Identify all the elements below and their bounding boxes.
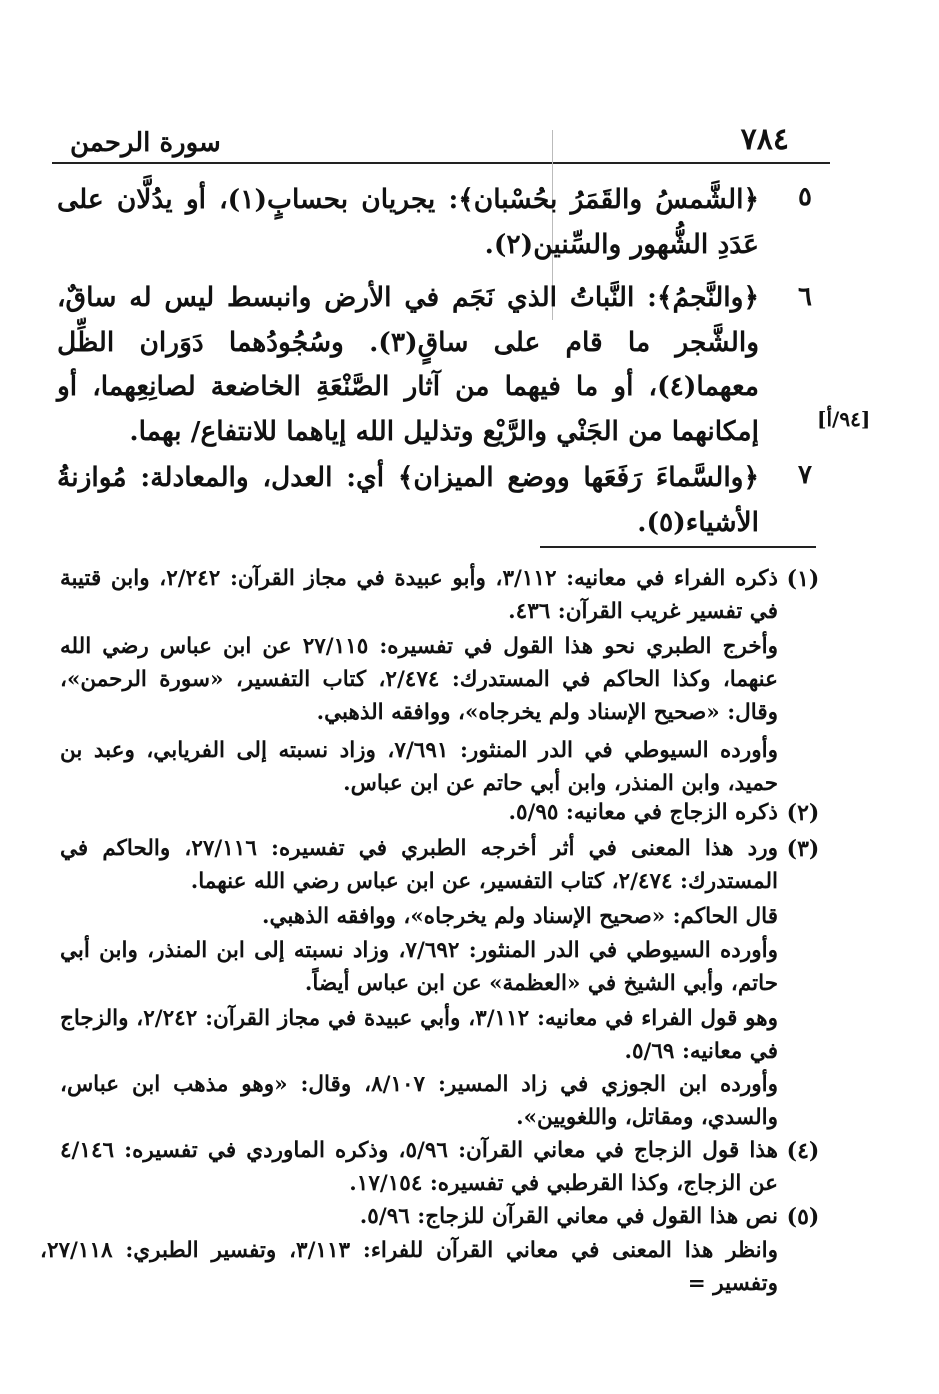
verse-text: ﴿الشَّمسُ والقَمَرُ بحُسْبان﴾: يجريان بحسابٍ(١)، أو يدُلَّان على عَدَدِ الشُّهور والسِّنين(٢). [57,184,759,260]
footnote-text: وأخرج الطبري نحو هذا القول في تفسيره: ٢٧/١١٥ عن ابن عباس رضي الله عنهما، وكذا الحاكم في المستدرك: ٢/٤٧٤، كتاب التفسير، «سورة الرحمن»، وقال: «صحيح الإسناد ولم يخرجاه»، ووافقه الذهبي. [60,634,778,725]
footnote-number: (٤) [786,1138,820,1164]
footnote-number: (٣) [786,836,820,862]
footnote-number: (٢) [786,800,820,826]
footnote-text: وأورده السيوطي في الدر المنثور: ٧/٦٩٢، وزاد نسبته إلى ابن المنذر، وابن أبي حاتم، وأبي الشيخ في «العظمة» عن ابن عباس أيضاً. [60,938,778,996]
footnote-text: هذا قول الزجاج في معاني القرآن: ٥/٩٦، وذكره الماوردي في تفسيره: ٤/١٤٦ عن الزجاج، وكذا القرطبي في تفسيره: ١٧/١٥٤. [60,1138,778,1196]
verse-number: ٥ [798,182,812,212]
footnote-separator [540,546,816,548]
verse-text: ﴿والنَّجمُ﴾: النَّباتُ الذي نَجَم في الأرض وانبسط ليس له ساقٌ، والشَّجر ما قام على ساقٍ(٣). وسُجُودُهما دَوَران الظِّل معهما(٤)، أو ما فيهما من آثار الصَّنْعَةِ الخاضعة لصانِعِهما، أو إمكانهما من الجَنْي والرَّيْع وتذليل الله إياهما للانتفاع/ بهما. [57,282,759,447]
verse-number: ٧ [798,460,812,490]
footnote-text: ذكره الزجاج في معانيه: ٥/٩٥. [508,800,778,825]
header-rule [52,162,830,164]
footnote-number: (٥) [786,1204,820,1230]
footnote-text: وأورده السيوطي في الدر المنثور: ٧/٦٩١، وزاد نسبته إلى الفريابي، وعبد بن حميد، وابن المنذر، وابن أبي حاتم عن ابن عباس. [60,738,779,796]
manuscript-folio-note: [٩٤/أ] [817,407,871,431]
footnote-text: وهو قول الفراء في معانيه: ٣/١١٢، وأبي عبيدة في مجاز القرآن: ٢/٢٤٢، والزجاج في معانيه: ٥/٦٩. [60,1006,778,1064]
page-number: ٧٨٤ [740,122,789,157]
footnote-number: (١) [786,566,820,592]
footnote-text: ذكره الفراء في معانيه: ٣/١١٢، وأبو عبيدة في مجاز القرآن: ٢/٢٤٢، وابن قتيبة في تفسير غريب القرآن: ٤٣٦. [60,566,779,624]
footnote-text: وانظر هذا المعنى في معاني القرآن للفراء: ٣/١١٣، وتفسير الطبري: ٢٧/١١٨، وتفسير = [40,1238,778,1296]
footnote-text: قال الحاكم: «صحيح الإسناد ولم يخرجاه»، ووافقه الذهبي. [262,904,778,929]
verse-number: ٦ [798,282,812,312]
footnote-text: وأورده ابن الجوزي في زاد المسير: ٨/١٠٧، وقال: «وهو مذهب ابن عباس، والسدي، ومقاتل، واللغويين». [60,1072,779,1130]
footnote-text: نص هذا القول في معاني القرآن للزجاج: ٥/٩٦. [359,1204,778,1229]
verse-text: ﴿والسَّماءَ رَفَعَها ووضع الميزان﴾ أي: العدل، والمعادلة: مُوازنةُ الأشياء(٥). [57,462,759,538]
surah-title: سورة الرحمن [70,128,221,158]
footnote-text: ورد هذا المعنى في أثر أخرجه الطبري في تفسيره: ٢٧/١١٦، والحاكم في المستدرك: ٢/٤٧٤، كتاب التفسير، عن ابن عباس رضي الله عنهما. [60,836,778,894]
